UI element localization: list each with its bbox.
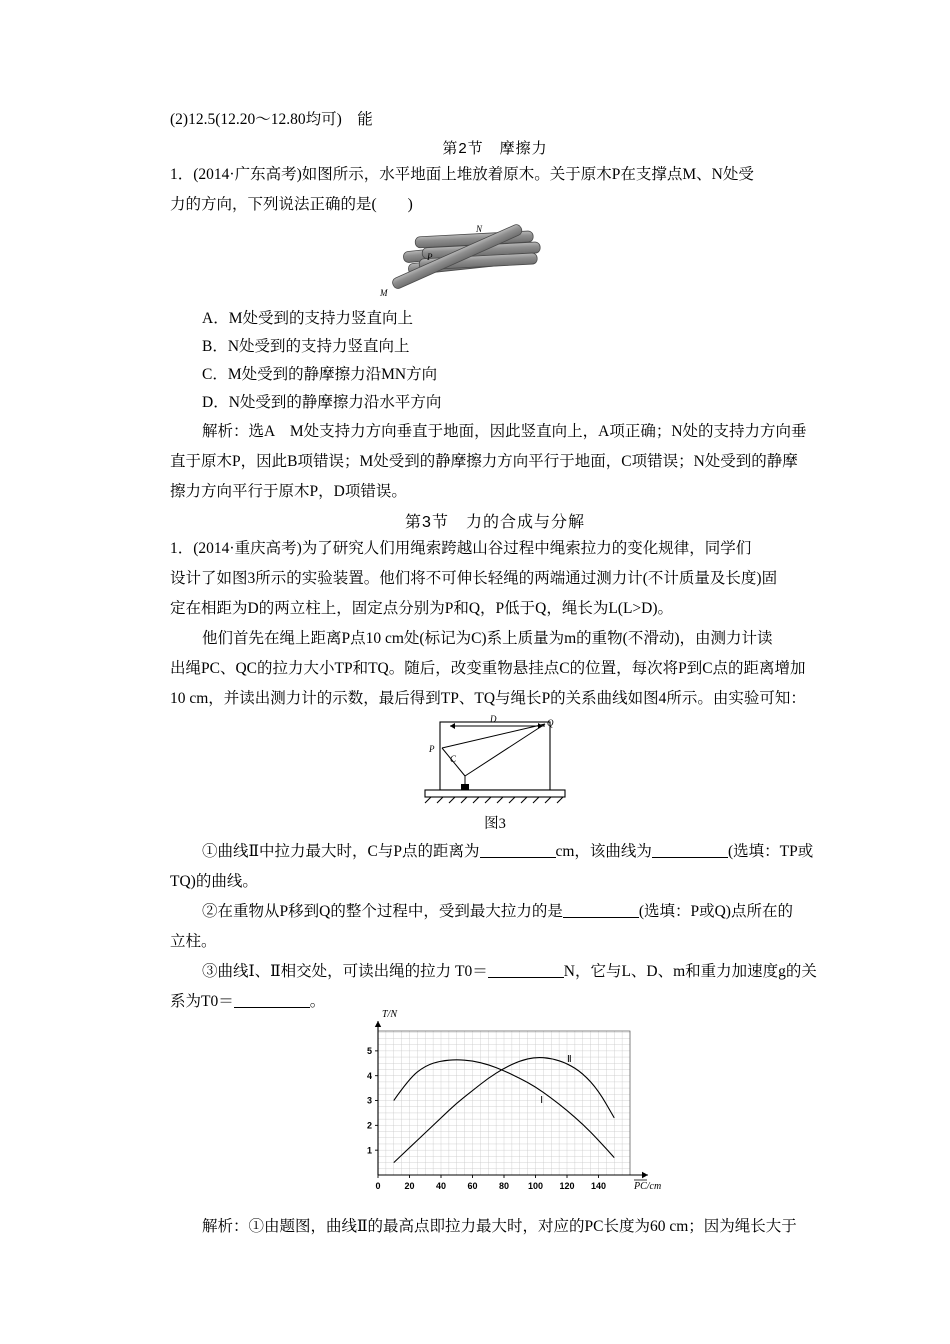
section3-question-line6: 10 cm，并读出测力计的示数，最后得到TP、TQ与绳长P的关系曲线如图4所示。由实验可知： bbox=[170, 690, 806, 707]
sub1-text-b: cm，该曲线为 bbox=[555, 843, 652, 860]
x-axis-label: PC/cm bbox=[634, 1181, 662, 1192]
x-tick-label: 100 bbox=[527, 1181, 544, 1191]
section3-question-line1: 1．(2014·重庆高考)为了研究人们用绳索跨越山谷过程中绳索拉力的变化规律，同学们 bbox=[170, 540, 752, 557]
x-tick-label: 20 bbox=[404, 1181, 415, 1191]
label-N: N bbox=[476, 224, 483, 234]
section2-question-line1: 1．(2014·广东高考)如图所示，水平地面上堆放着原木。关于原木P在支撑点M、N处受 bbox=[170, 166, 754, 183]
sub-question-3 bbox=[170, 957, 820, 987]
blank-2 bbox=[652, 843, 728, 858]
option-d: D．N处受到的静摩擦力沿水平方向 bbox=[202, 394, 442, 411]
series-label-2: Ⅱ bbox=[567, 1055, 572, 1066]
x-tick-label: 40 bbox=[435, 1181, 447, 1191]
y-tick-label: 5 bbox=[366, 1046, 372, 1057]
chart-figure bbox=[170, 1009, 820, 1212]
section3-question-line3: 定在相距为D的两立柱上，固定点分别为P和Q，P低于Q，绳长为L(L>D)。 bbox=[170, 600, 674, 617]
sub3-text-d: 。 bbox=[309, 993, 326, 1010]
x-axis-arrow bbox=[642, 1172, 648, 1178]
x-tick-label: 120 bbox=[559, 1181, 575, 1191]
figure3-caption: 图3 bbox=[484, 816, 506, 832]
section2-analysis-line2: 直于原木P，因此B项错误；M处受到的静摩擦力方向平行于地面，C项错误；N处受到的静摩 bbox=[170, 453, 798, 470]
x-tick-label: 0 bbox=[375, 1181, 381, 1191]
sub-question-2-cont: 立柱。 bbox=[170, 933, 217, 950]
section3-question-line2: 设计了如图3所示的实验装置。他们将不可伸长轻绳的两端通过测力计(不计质量及长度)固 bbox=[170, 570, 778, 587]
label-D: D bbox=[490, 714, 497, 724]
series-label-1: Ⅰ bbox=[540, 1096, 544, 1106]
apparatus-diagram bbox=[395, 714, 595, 806]
sub3-text-c: 系为T0＝ bbox=[170, 993, 234, 1010]
blank-5 bbox=[234, 993, 310, 1008]
y-axis-label: T/N bbox=[382, 1009, 398, 1020]
section3-question-line5: 出绳PC、QC的拉力大小TP和TQ。随后，改变重物悬挂点C的位置，每次将P到C点的距离增加 bbox=[170, 660, 806, 677]
tension-vs-pc-chart bbox=[330, 1009, 662, 1207]
section-3-title: 第3节 力的合成与分解 bbox=[405, 514, 585, 531]
x-tick-label: 80 bbox=[498, 1181, 510, 1191]
label-P2: P bbox=[429, 744, 435, 754]
section-2-title: 第2节 摩擦力 bbox=[442, 140, 548, 157]
section2-analysis-line1: 解析：选A M处支持力方向垂直于地面，因此竖直向上，A项正确；N处的支持力方向垂 bbox=[202, 423, 807, 440]
sub1-text-a: ①曲线Ⅱ中拉力最大时，C与P点的距离为 bbox=[202, 843, 480, 860]
y-axis-arrow bbox=[375, 1021, 381, 1027]
hanging-weight bbox=[461, 784, 469, 790]
sub-question-2 bbox=[170, 897, 820, 927]
sub2-text-b: (选填：P或Q)点所在的 bbox=[638, 903, 793, 920]
option-c: C．M处受到的静摩擦力沿MN方向 bbox=[202, 366, 438, 383]
section2-question-line2: 力的方向，下列说法正确的是( ) bbox=[170, 196, 413, 213]
y-tick-label: 4 bbox=[366, 1070, 372, 1081]
x-tick-label: 60 bbox=[467, 1181, 478, 1191]
blank-3 bbox=[563, 903, 639, 918]
section3-analysis-last: 解析：①由题图，曲线Ⅱ的最高点即拉力最大时，对应的PC长度为60 cm；因为绳长大于 bbox=[202, 1218, 797, 1235]
label-Q: Q bbox=[547, 718, 554, 728]
label-M: M bbox=[380, 288, 388, 298]
option-b: B．N处受到的支持力竖直向上 bbox=[202, 338, 410, 355]
y-tick-label: 3 bbox=[366, 1095, 372, 1106]
apparatus-figure bbox=[170, 714, 820, 811]
sub-question-3-cont bbox=[170, 987, 820, 1017]
logs-diagram bbox=[375, 220, 615, 300]
logs-figure bbox=[170, 220, 820, 305]
sub3-text-a: ③曲线Ⅰ、Ⅱ相交处，可读出绳的拉力 T0＝ bbox=[202, 963, 488, 980]
blank-4 bbox=[488, 963, 564, 978]
section3-question-line4: 他们首先在绳上距离P点10 cm处(标记为C)系上质量为m的重物(不滑动)，由测力计读 bbox=[202, 630, 773, 647]
y-tick-label: 1 bbox=[366, 1145, 372, 1156]
section2-analysis-line3: 擦力方向平行于原木P，D项错误。 bbox=[170, 483, 407, 500]
option-a: A．M处受到的支持力竖直向上 bbox=[202, 310, 413, 327]
label-C: C bbox=[450, 754, 457, 764]
label-P: P bbox=[427, 252, 433, 262]
sub-question-1-cont: TQ)的曲线。 bbox=[170, 873, 258, 890]
sub3-text-b: N，它与L、D、m和重力加速度g的关 bbox=[563, 963, 817, 980]
sub2-text-a: ②在重物从P移到Q的整个过程中，受到最大拉力的是 bbox=[202, 903, 563, 920]
sub-question-1 bbox=[170, 837, 820, 867]
top-answer-line: (2)12.5(12.20～12.80均可) 能 bbox=[170, 111, 373, 128]
y-tick-label: 2 bbox=[366, 1120, 372, 1131]
x-tick-label: 140 bbox=[590, 1181, 607, 1191]
blank-1 bbox=[480, 843, 556, 858]
sub1-text-c: (选填：TP或 bbox=[727, 843, 814, 860]
